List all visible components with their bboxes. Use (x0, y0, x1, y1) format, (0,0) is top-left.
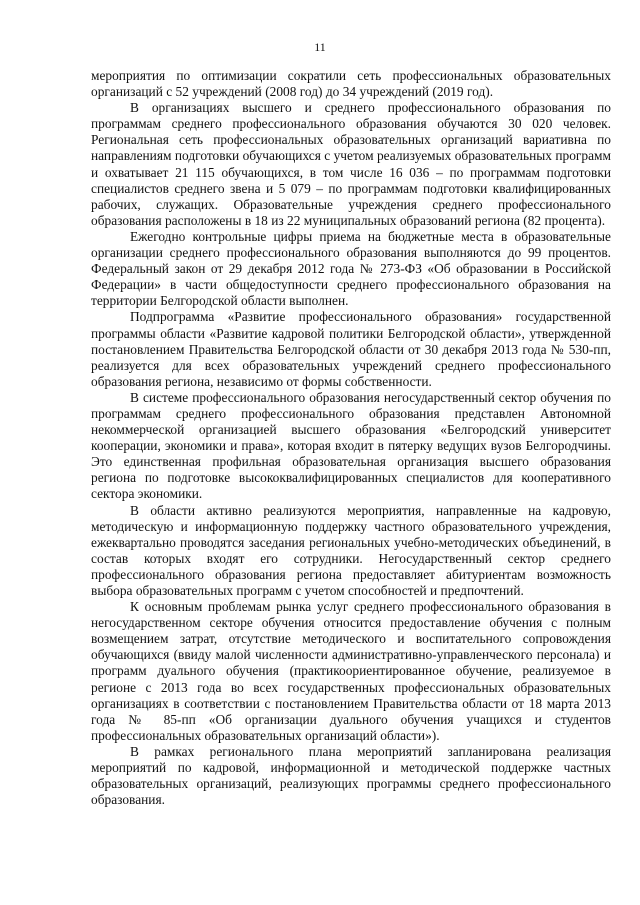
page-number: 11 (314, 40, 326, 54)
paragraph-support-measures: В области активно реализуются мероприятия, направленные на кадровую, методическую и информационную поддержку частного образовательного учреждения, ежеквартально проводятся заседания региональных учебно-методических объединений, в состав которых входят его сотрудники. Негосударственный сектор среднего профессионального образования региона предоставляет абитуриентам возможность выбора образовательных программ с учетом способностей и предпочтений. (91, 502, 611, 598)
paragraph-subprogram: Подпрограмма «Развитие профессионального образования» государственной программы области «Развитие кадровой политики Белгородской области», утвержденной постановлением Правительства Белгородской области от 30 декабря 2013 года № 530-пп, реализуется для всех образовательных учреждений среднего профессионального образования региона, независимо от формы собственности. (91, 309, 611, 389)
paragraph-main-problems: К основным проблемам рынка услуг среднего профессионального образования в негосударственном секторе обучения относится предоставление обучения с полным возмещением затрат, отсутствие методического и воспитательного сопровождения обучающихся (ввиду малой численности административно-управленческого персонала) и программ дуального обучения (практикоориентированное обучение, реализуемое в регионе с 2013 года во всех государственных профессиональных образовательных организациях в соответствии с постановлением Правительства области от 18 марта 2013 года № 85-пп «Об организации дуального обучения учащихся и студентов профессиональных образовательных организаций области»). (91, 599, 611, 743)
paragraph-enrollment: В организациях высшего и среднего профессионального образования по программам среднего профессионального образования обучаются 30 020 человек. Региональная сеть профессиональных образовательных организаций вариативна по направлениям подготовки обучающихся с учетом реализуемых образовательных программ и охватывает 21 115 обучающихся, в том числе 16 036 – по программам подготовки специалистов среднего звена и 5 079 – по программам подготовки квалифицированных рабочих, служащих. Образовательные учреждения среднего профессионального образования расположены в 18 из 22 муниципальных образований региона (82 процента). (91, 100, 611, 228)
paragraph-admission-figures: Ежегодно контрольные цифры приема на бюджетные места в образовательные организации среднего профессионального образования выполняются до 99 процентов. Федеральный закон от 29 декабря 2012 года № 273-ФЗ «Об образовании в Российской Федерации» в части общедоступности среднего профессионального образования на территории Белгородской области выполнен. (91, 228, 611, 309)
document-body (91, 68, 611, 808)
paragraph-regional-plan: В рамках регионального плана мероприятий запланирована реализация мероприятий по кадровой, информационной и методической поддержке частных образовательных организаций, реализующих программы среднего профессионального образования. (91, 743, 611, 808)
paragraph-nongovernmental-sector: В системе профессионального образования негосударственный сектор обучения по программам среднего профессионального образования представлен Автономной некоммерческой организацией высшего образования «Белгородский университет кооперации, экономики и права», которая входит в пятерку ведущих вузов Белгородчины. Это единственная профильная образовательная организация высшего образования региона по подготовке высококвалифицированных специалистов для кооперативного сектора экономики. (91, 389, 611, 502)
paragraph-continuation: мероприятия по оптимизации сократили сеть профессиональных образовательных организаций с 52 учреждений (2008 год) до 34 учреждений (2019 год). (91, 68, 611, 100)
